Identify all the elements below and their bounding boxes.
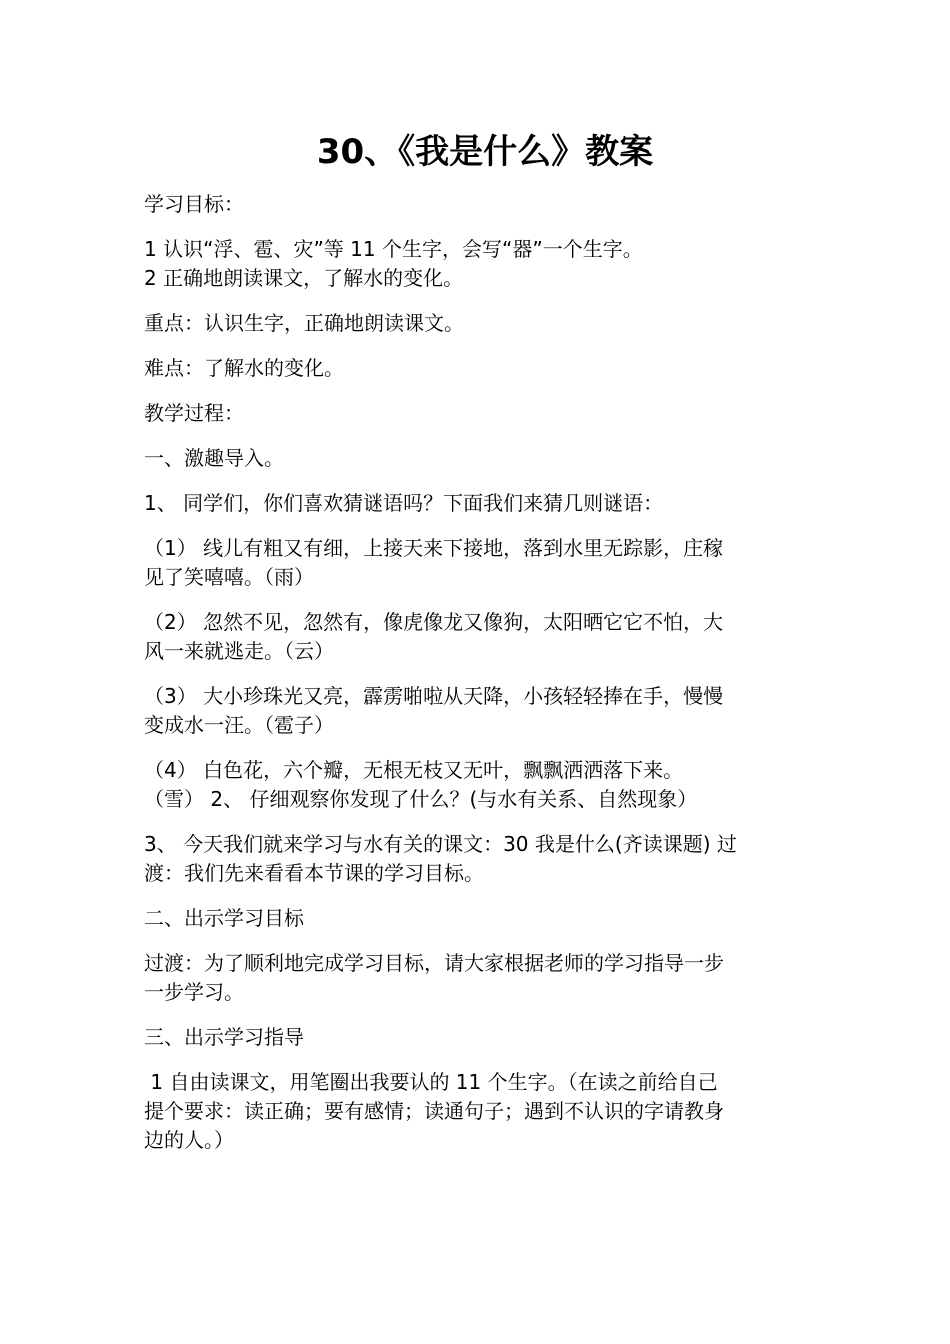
paragraph-difficult-points	[144, 354, 816, 383]
paragraph-teaching-process-heading	[144, 399, 816, 428]
text-line: （4） 白色花，六个瓣，无根无枝又无叶，飘飘洒洒落下来。	[144, 758, 684, 782]
text-line: 渡：我们先来看看本节课的学习目标。	[144, 861, 484, 885]
text-line: 过渡：为了顺利地完成学习目标，请大家根据老师的学习指导一步	[144, 951, 724, 975]
paragraph-key-points	[144, 309, 816, 338]
text-line: 3、 今天我们就来学习与水有关的课文：30 我是什么(齐读课题) 过	[144, 832, 737, 856]
text-line: （2） 忽然不见，忽然有，像虎像龙又像狗，太阳晒它它不怕，大	[144, 610, 724, 634]
paragraph-riddle-intro	[144, 489, 816, 518]
text-line: 三、出示学习指导	[144, 1025, 304, 1049]
paragraph-section-three-heading	[144, 1023, 816, 1052]
paragraph-learning-goals-heading	[144, 190, 816, 219]
paragraph-reading-guidance	[144, 1068, 816, 1155]
paragraph-riddle-3	[144, 682, 816, 740]
text-line: 一步学习。	[144, 980, 244, 1004]
document-body	[144, 190, 816, 1171]
text-line: 边的人。）	[144, 1128, 234, 1152]
text-line: 教学过程：	[144, 401, 244, 425]
text-line: 1 自由读课文，用笔圈出我要认的 11 个生字。（在读之前给自己	[144, 1070, 718, 1094]
paragraph-riddle-1	[144, 534, 816, 592]
text-line: 1 认识“浮、雹、灾”等 11 个生字，会写“器”一个生字。	[144, 237, 643, 261]
text-line: （雪） 2、 仔细观察你发现了什么？(与水有关系、自然现象）	[144, 787, 698, 811]
paragraph-riddle-4	[144, 756, 816, 814]
text-line: （1） 线儿有粗又有细，上接天来下接地，落到水里无踪影，庄稼	[144, 536, 724, 560]
text-line: 重点：认识生字，正确地朗读课文。	[144, 311, 464, 335]
paragraph-section-one-heading	[144, 444, 816, 473]
text-line: 变成水一汪。（雹子）	[144, 713, 334, 737]
paragraph-learning-goals	[144, 235, 816, 293]
document-title: 30、《我是什么》教案	[316, 132, 654, 172]
text-line: 2 正确地朗读课文，了解水的变化。	[144, 266, 464, 290]
text-line: 见了笑嘻嘻。（雨）	[144, 565, 314, 589]
text-line: 1、 同学们，你们喜欢猜谜语吗？下面我们来猜几则谜语：	[144, 491, 664, 515]
text-line: 提个要求：读正确；要有感情；读通句子；遇到不认识的字请教身	[144, 1099, 724, 1123]
paragraph-riddle-2	[144, 608, 816, 666]
text-line: 二、出示学习目标	[144, 906, 304, 930]
text-line: （3） 大小珍珠光又亮，霹雳啪啦从天降，小孩轻轻捧在手，慢慢	[144, 684, 724, 708]
text-line: 一、激趣导入。	[144, 446, 284, 470]
paragraph-lesson-topic	[144, 830, 816, 888]
text-line: 风一来就逃走。（云）	[144, 639, 334, 663]
text-line: 学习目标：	[144, 192, 244, 216]
text-line: 难点：了解水的变化。	[144, 356, 344, 380]
paragraph-section-two-heading	[144, 904, 816, 933]
paragraph-transition	[144, 949, 816, 1007]
